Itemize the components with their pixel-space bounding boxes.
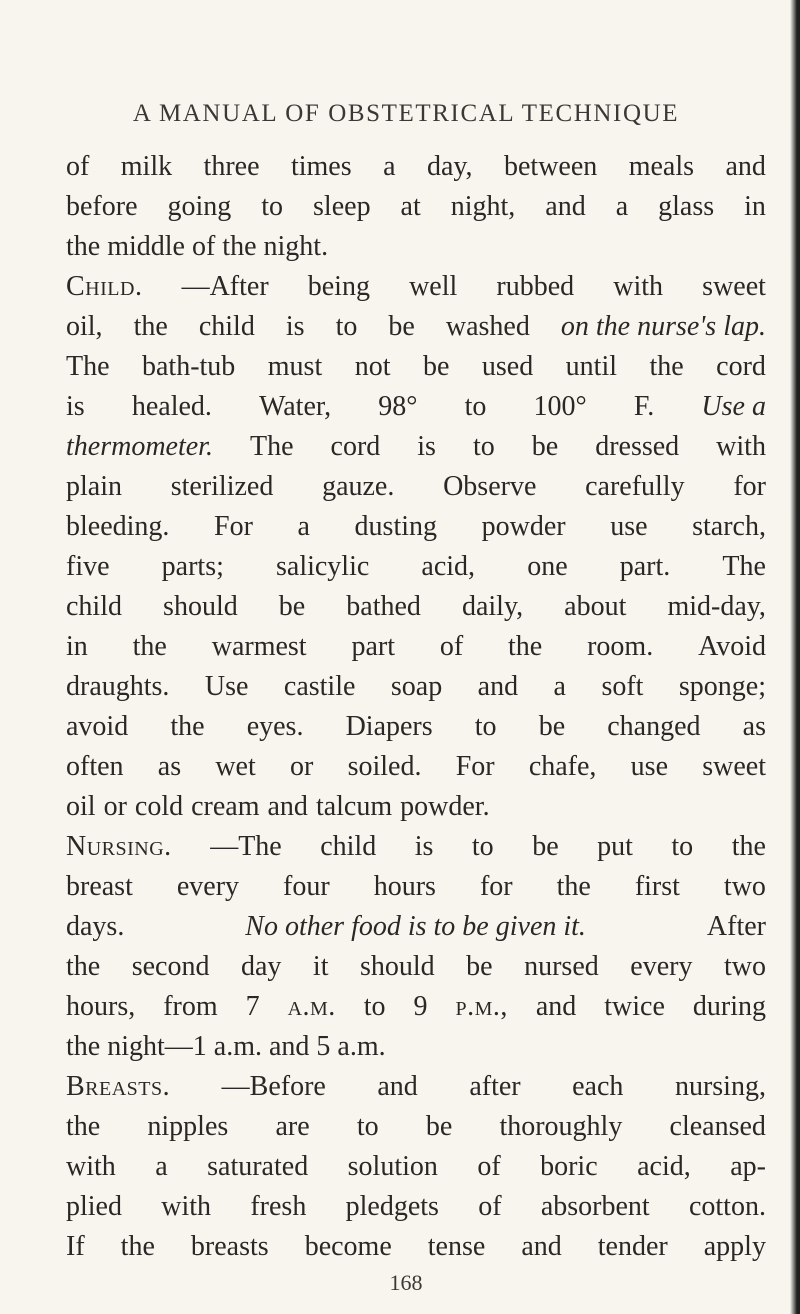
word: sweet [702,271,766,302]
word: starch, [692,511,766,542]
word: a.m. [287,991,336,1022]
word: milk [120,151,173,182]
word: from [163,991,218,1022]
word: after [469,1071,521,1102]
word: first [634,871,680,902]
word: the [508,631,543,662]
word: be [531,431,559,462]
word: be [538,711,566,742]
word: is [414,831,434,862]
word: in [66,631,88,662]
word: should [359,951,435,982]
word: a [383,151,396,182]
word: bleeding. [66,511,170,542]
text-line [66,1147,766,1187]
word: five [66,551,110,582]
word: the [66,951,101,982]
word: to [474,711,497,742]
word: oil, [66,311,103,342]
word: be [425,1111,453,1142]
word: is [417,431,436,462]
word: to [335,311,358,342]
text-line [66,667,766,707]
word: to [472,431,495,462]
word: must [267,351,323,382]
word: hours [373,871,436,902]
word: used [481,351,534,382]
page-number: 168 [389,1270,423,1295]
word: well [409,271,458,302]
word: and [725,151,766,182]
word: with [613,271,664,302]
word: washed [445,311,530,342]
word: one [527,551,568,582]
body-text [66,147,766,1267]
word: thermometer. [66,431,213,462]
word: 100° [533,391,587,422]
word: is [285,311,305,342]
word: to [363,991,386,1022]
word: salicylic [276,551,370,582]
text-line [66,267,766,307]
word: chafe, [528,751,597,782]
word: about [564,591,627,622]
word: changed [607,711,701,742]
word: be [388,311,415,342]
word: acid, [421,551,476,582]
word: be [466,951,493,982]
word: every [630,951,693,982]
word: hours, [66,991,136,1022]
word: tense [427,1231,486,1262]
word: Avoid [698,631,766,662]
word: and [521,1231,562,1262]
word: as [157,751,182,782]
word: a [155,1151,168,1182]
word: If [66,1231,85,1262]
word: Use a [701,391,766,422]
word: the [133,311,168,342]
word: The [66,351,110,382]
word: use [630,751,668,782]
word: times [290,151,352,182]
word: bath-tub [142,351,236,382]
text-line [66,307,766,347]
word: castile [283,671,356,702]
text-line [66,547,766,587]
word: plied [66,1191,122,1222]
word: with [716,431,766,462]
word: sterilized [170,471,274,502]
text-line [66,707,766,747]
text-line [66,347,766,387]
word: cord [716,351,766,382]
word: second [131,951,210,982]
text-line [66,587,766,627]
word: soiled. [347,751,422,782]
word: Nursing. [66,831,172,862]
text-line [66,907,766,947]
word: solution [347,1151,438,1182]
word: be [422,351,450,382]
word: —The [210,831,282,862]
word: No other food is to be given it. [245,911,586,942]
word: day, [426,151,473,182]
word: pledgets [345,1191,439,1222]
word: F. [633,391,655,422]
word: and [377,1071,418,1102]
word: fresh [250,1191,307,1222]
word: powder [481,511,566,542]
word: and [535,991,577,1022]
running-head: A MANUAL OF OBSTETRICAL TECHNIQUE [132,100,680,127]
word: cord [330,431,381,462]
word: Use [204,671,249,702]
word: before [66,191,138,222]
page-edge-shadow [790,0,800,1314]
word: each [572,1071,624,1102]
word: 98° [378,391,418,422]
word: dusting [354,511,438,542]
word: breast [66,871,133,902]
word: nipples [147,1111,229,1142]
word: dressed [595,431,680,462]
word: it [312,951,329,982]
word: the [66,1111,101,1142]
word: nursed [524,951,599,982]
word: at [400,191,421,222]
text-line [66,427,766,467]
word: The [249,431,294,462]
word: going [167,191,232,222]
word: or [290,751,314,782]
word: every [176,871,240,902]
word: and [477,671,519,702]
word: avoid [66,711,129,742]
word: 9 [413,991,428,1022]
word: cream [191,791,260,822]
word: twice [604,991,665,1022]
word: the [649,351,684,382]
word: are [275,1111,310,1142]
word: to [471,831,494,862]
word: sleep [313,191,371,222]
word: four [283,871,330,902]
word: become [304,1231,392,1262]
word: the night—1 a.m. and 5 a.m. [66,1031,386,1062]
word: boric [540,1151,598,1182]
word: the [132,631,167,662]
word: the [731,831,766,862]
word: Observe [443,471,537,502]
word: a [615,191,629,222]
word: for [733,471,766,502]
word: —Before [221,1071,326,1102]
text-line [66,787,766,827]
word: part [351,631,395,662]
word: being [307,271,370,302]
word: put [597,831,633,862]
word: tender [597,1231,668,1262]
word: —After [181,271,269,302]
word: two [723,951,766,982]
word: For [455,751,495,782]
word: in [744,191,766,222]
word: the middle of the night. [66,231,329,262]
word: thoroughly [499,1111,623,1142]
word: with [161,1191,212,1222]
text-line [66,1187,766,1227]
word: to [261,191,284,222]
word: not [354,351,391,382]
word: as [742,711,766,742]
word: saturated [207,1151,309,1182]
word: cotton. [688,1191,766,1222]
word: glass [658,191,715,222]
word: for [479,871,513,902]
word: until [565,351,618,382]
word: Child. [66,271,143,302]
word: of [477,1151,501,1182]
word: 7 [245,991,260,1022]
word: soft [601,671,644,702]
word: three [203,151,260,182]
word: child [66,591,122,622]
word: draughts. [66,671,170,702]
word: a [297,511,310,542]
text-line [66,387,766,427]
word: child [320,831,377,862]
word: talcum [315,791,393,822]
text-line [66,227,766,267]
word: the [556,871,591,902]
word: to [356,1111,379,1142]
word: on the nurse's lap. [560,311,766,342]
text-line [66,507,766,547]
word: breasts [190,1231,269,1262]
text-line [66,987,766,1027]
text-line [66,1107,766,1147]
word: to [671,831,694,862]
word: For [214,511,253,542]
text-line [66,867,766,907]
word: apply [703,1231,766,1262]
word: rubbed [496,271,575,302]
word: day [240,951,282,982]
word: Breasts. [66,1071,171,1102]
word: soap [390,671,443,702]
word: cold [134,791,184,822]
text-line [66,147,766,187]
word: be [532,831,559,862]
word: or [103,791,127,822]
word: often [66,751,124,782]
word: gauze. [322,471,395,502]
word: be [278,591,306,622]
word: a [553,671,566,702]
word: mid-day, [667,591,766,622]
word: parts; [161,551,224,582]
text-line [66,187,766,227]
word: The [722,551,766,582]
word: night, [450,191,516,222]
text-line [66,1227,766,1267]
word: of [439,631,464,662]
word: of [478,1191,502,1222]
word: the [170,711,205,742]
word: carefully [585,471,685,502]
text-line [66,1027,766,1067]
word: with [66,1151,116,1182]
word: the [120,1231,155,1262]
word: between [503,151,598,182]
text-line [66,1067,766,1107]
text-line [66,747,766,787]
text-line [66,467,766,507]
word: to [464,391,487,422]
word: eyes. [246,711,304,742]
word: two [723,871,766,902]
word: p.m., [455,991,508,1022]
word: warmest [211,631,307,662]
word: powder. [400,791,490,822]
word: healed. [131,391,212,422]
word: is [66,391,85,422]
word: part. [619,551,671,582]
word: absorbent [540,1191,650,1222]
word: of [66,151,90,182]
word: Water, [259,391,332,422]
word: cleansed [669,1111,766,1142]
word: plain [66,471,122,502]
text-line [66,827,766,867]
word: room. [587,631,654,662]
word: Diapers [345,711,433,742]
word: use [610,511,648,542]
word: days. [66,911,125,942]
text-line [66,627,766,667]
word: daily, [461,591,524,622]
word: ap- [730,1151,766,1182]
word: and [545,191,586,222]
word: wet [215,751,256,782]
word: sweet [702,751,766,782]
word: After [706,911,766,942]
word: oil [66,791,96,822]
word: child [198,311,255,342]
text-line [66,947,766,987]
word: during [692,991,766,1022]
word: bathed [346,591,421,622]
word: should [163,591,238,622]
word: acid, [637,1151,691,1182]
word: and [267,791,308,822]
word: sponge; [678,671,766,702]
word: meals [628,151,695,182]
word: nursing, [674,1071,766,1102]
